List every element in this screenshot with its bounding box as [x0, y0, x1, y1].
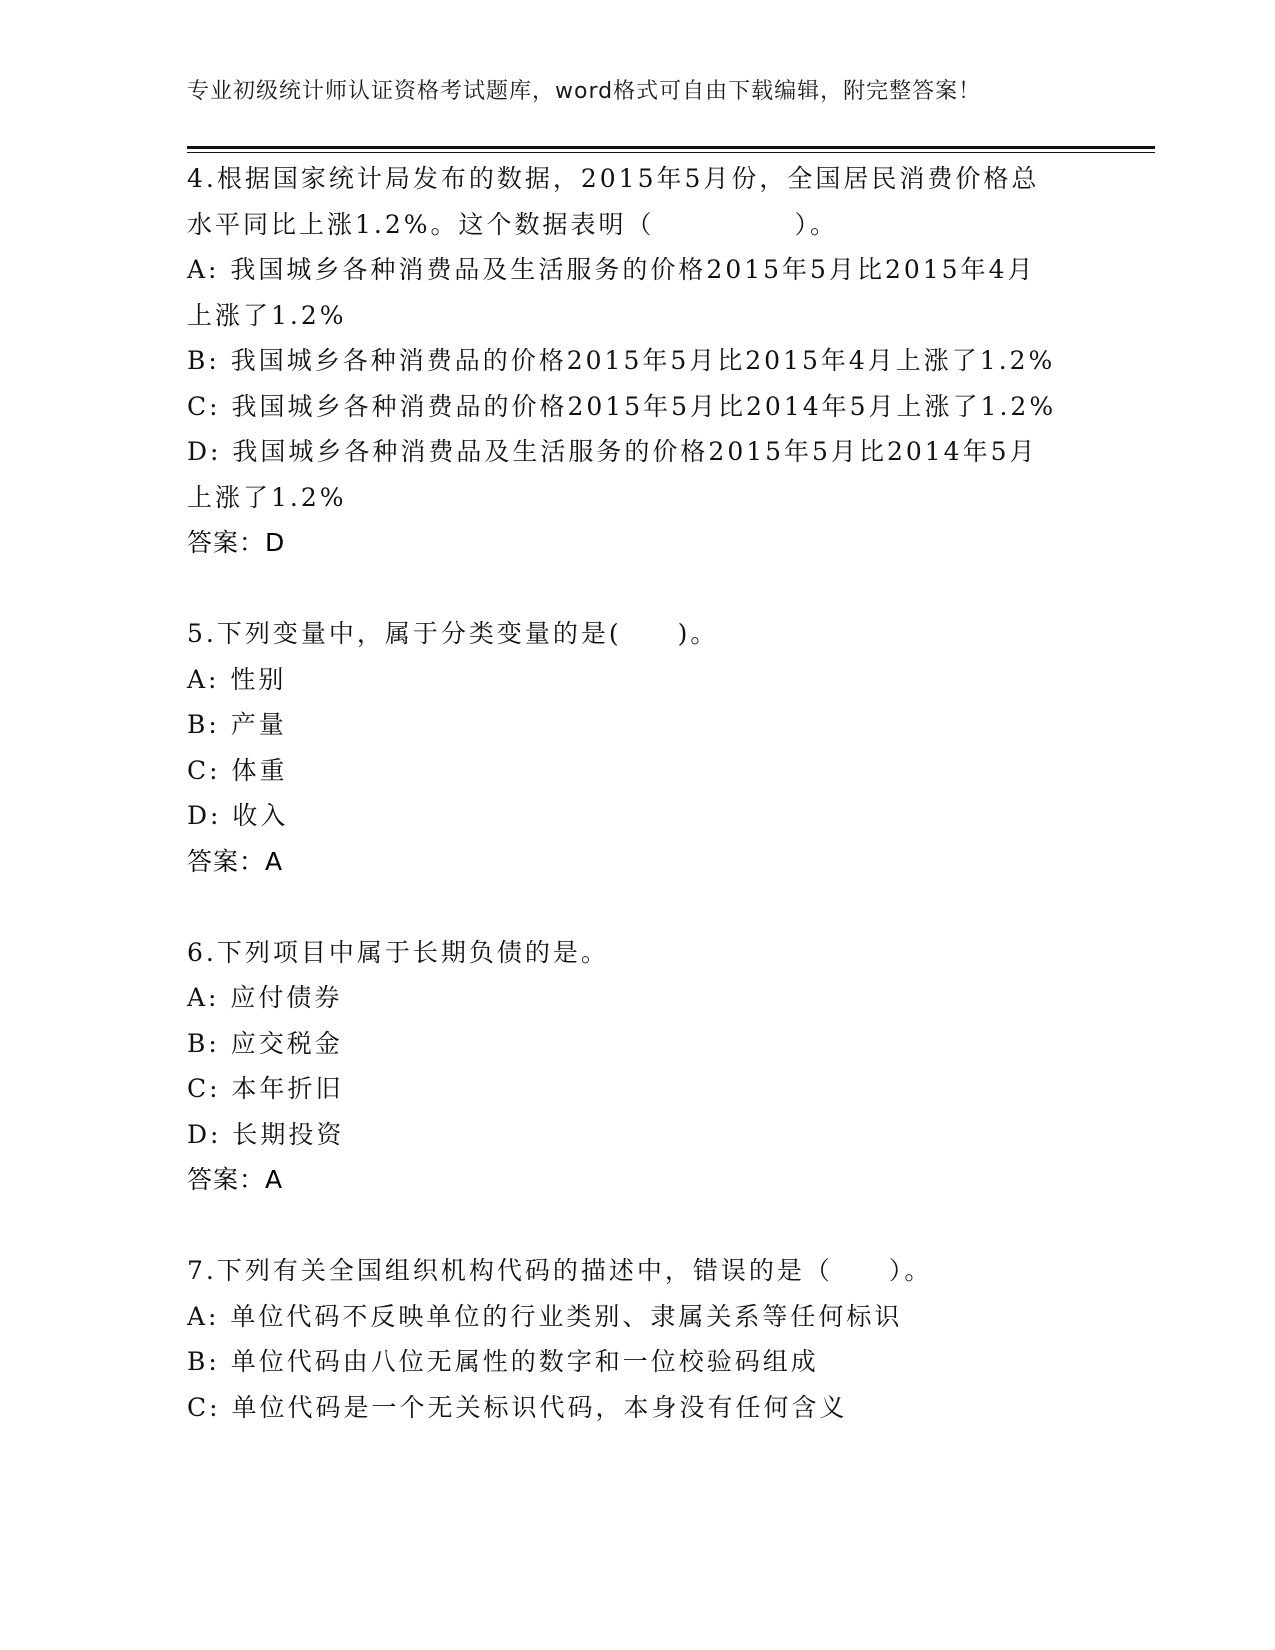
- option-a-continued: 上涨了1.2%: [187, 300, 347, 330]
- question-5: [187, 611, 1087, 884]
- option-c: C: 单位代码是一个无关标识代码，本身没有任何含义: [187, 1392, 848, 1422]
- option-a: A: 应付债券: [187, 983, 343, 1012]
- option-c: C: 我国城乡各种消费品的价格2015年5月比2014年5月上涨了1.2%: [187, 391, 1057, 421]
- question-stem-line: 5.下列变量中，属于分类变量的是( )。: [187, 619, 719, 648]
- header-rule-thin: [187, 152, 1155, 153]
- option-b: B: 单位代码由八位无属性的数字和一位校验码组成: [187, 1347, 819, 1376]
- option-b: B: 产量: [187, 710, 287, 739]
- option-d-continued: 上涨了1.2%: [187, 482, 347, 512]
- option-b: B: 我国城乡各种消费品的价格2015年5月比2015年4月上涨了1.2%: [187, 346, 1056, 375]
- answer-line: 答案：A: [187, 1165, 284, 1194]
- answer-line: 答案：D: [187, 528, 286, 557]
- option-c: C: 体重: [187, 755, 288, 785]
- page-header: 专业初级统计师认证资格考试题库，word格式可自由下载编辑，附完整答案！: [187, 79, 982, 104]
- option-d: D: 长期投资: [187, 1119, 345, 1149]
- question-list: [187, 156, 1087, 1430]
- header-rule-thick: [187, 146, 1155, 149]
- option-c: C: 本年折旧: [187, 1074, 344, 1103]
- question-stem-line: 7.下列有关全国组织机构代码的描述中，错误的是（ ）。: [187, 1256, 933, 1285]
- question-spacer: [187, 1203, 1087, 1249]
- question-stem-line: 水平同比上涨1.2%。这个数据表明（ ）。: [187, 209, 839, 239]
- option-d: D: 我国城乡各种消费品及生活服务的价格2015年5月比2014年5月: [187, 437, 1038, 466]
- question-4: [187, 156, 1087, 566]
- question-spacer: [187, 566, 1087, 612]
- option-a: A: 单位代码不反映单位的行业类别、隶属关系等任何标识: [187, 1301, 903, 1331]
- question-stem-line: 4.根据国家统计局发布的数据，2015年5月份，全国居民消费价格总: [187, 164, 1040, 193]
- option-b: B: 应交税金: [187, 1028, 343, 1058]
- question-6: [187, 930, 1087, 1203]
- option-a: A: 性别: [187, 664, 287, 694]
- option-a: A: 我国城乡各种消费品及生活服务的价格2015年5月比2015年4月: [187, 255, 1036, 284]
- answer-line: 答案：A: [187, 846, 284, 876]
- option-d: D: 收入: [187, 801, 289, 830]
- question-7: [187, 1248, 1087, 1430]
- question-stem-line: 6.下列项目中属于长期负债的是。: [187, 937, 609, 967]
- question-spacer: [187, 884, 1087, 930]
